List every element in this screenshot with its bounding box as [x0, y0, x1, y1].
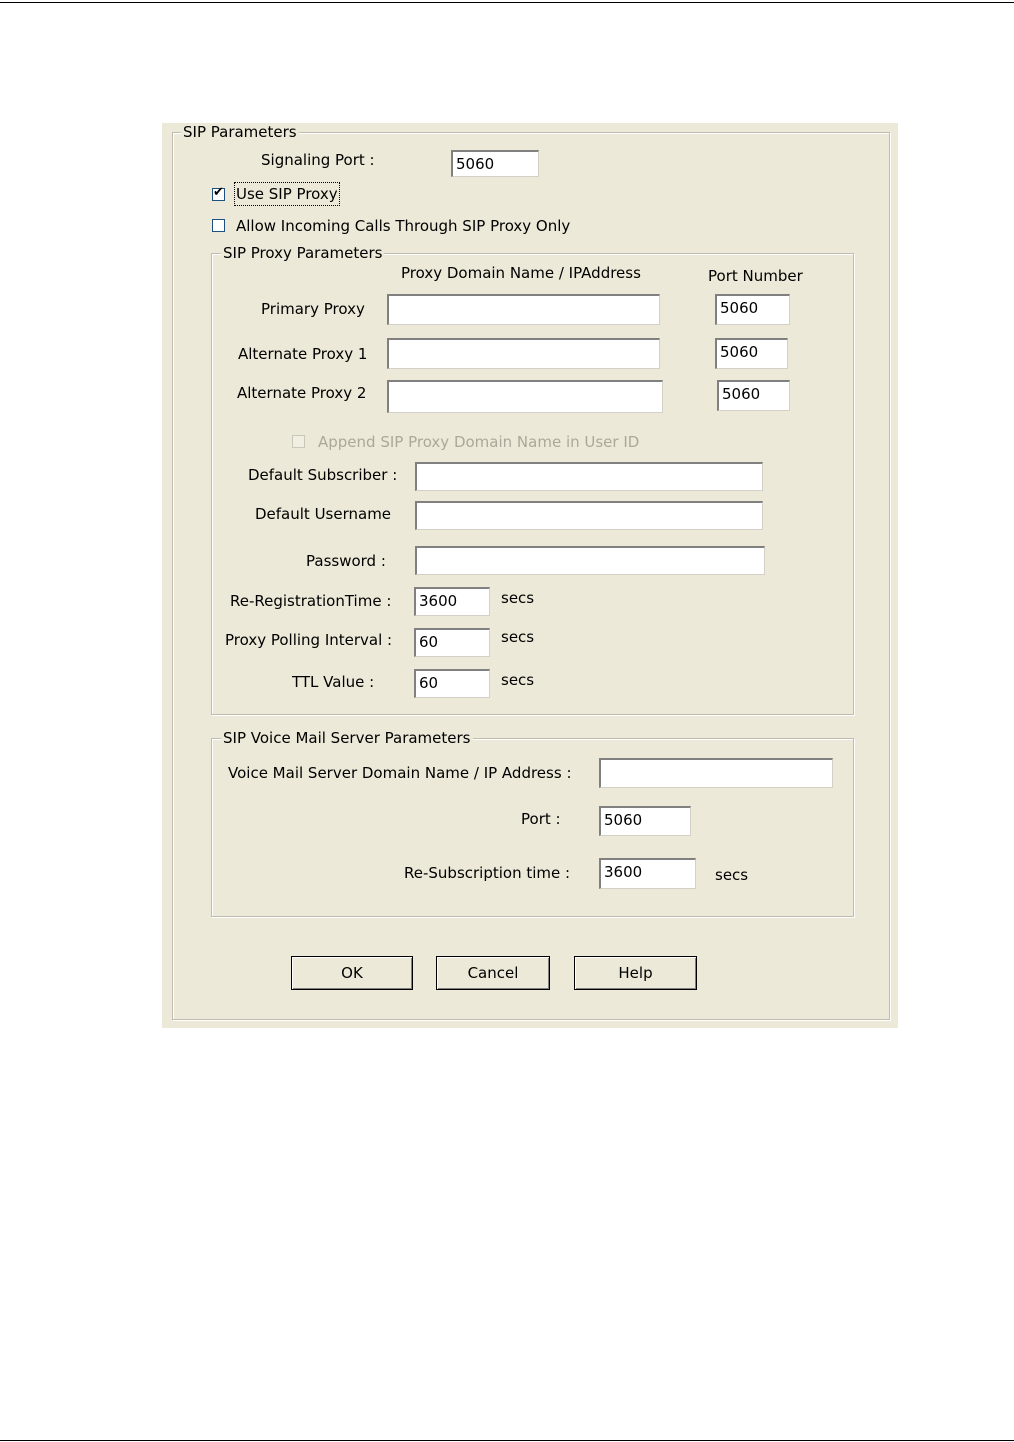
use-sip-proxy-checkbox[interactable]: [212, 188, 225, 201]
proxy-polling-unit: secs: [501, 628, 535, 646]
port-number-column-header: Port Number: [708, 267, 803, 285]
alternate-proxy-1-port-input[interactable]: 5060: [715, 338, 788, 369]
ok-button[interactable]: [291, 956, 413, 990]
proxy-polling-interval-label: Proxy Polling Interval :: [225, 631, 393, 649]
ok-button-label: OK: [341, 964, 363, 982]
sip-settings-dialog: [162, 123, 898, 1028]
voicemail-domain-input[interactable]: [599, 758, 833, 788]
alternate-proxy-2-domain-input[interactable]: [387, 380, 663, 413]
password-input[interactable]: [415, 546, 765, 575]
proxy-domain-column-header: Proxy Domain Name / IPAddress: [401, 264, 641, 282]
primary-proxy-port-input[interactable]: 5060: [715, 294, 790, 325]
voicemail-port-label: Port :: [521, 810, 561, 828]
reregistration-unit: secs: [501, 589, 535, 607]
resubscription-time-input[interactable]: 3600: [599, 858, 696, 889]
allow-incoming-label[interactable]: Allow Incoming Calls Through SIP Proxy Only: [236, 217, 571, 235]
password-label: Password :: [306, 552, 386, 570]
help-button-label: Help: [618, 964, 653, 982]
ttl-value-label: TTL Value :: [292, 673, 375, 691]
ttl-unit: secs: [501, 671, 535, 689]
primary-proxy-label: Primary Proxy: [261, 300, 365, 318]
top-page-rule: [0, 2, 1014, 3]
reregistration-time-input[interactable]: 3600: [414, 587, 490, 616]
append-domain-label: Append SIP Proxy Domain Name in User ID: [318, 433, 640, 451]
proxy-polling-interval-input[interactable]: 60: [414, 628, 490, 657]
voicemail-server-legend: SIP Voice Mail Server Parameters: [223, 729, 471, 747]
resubscription-unit: secs: [715, 866, 749, 884]
voicemail-domain-label: Voice Mail Server Domain Name / IP Address :: [228, 764, 572, 782]
alternate-proxy-2-label: Alternate Proxy 2: [237, 384, 367, 402]
cancel-button[interactable]: [436, 956, 550, 990]
resubscription-time-label: Re-Subscription time :: [404, 864, 571, 882]
default-subscriber-label: Default Subscriber :: [248, 466, 398, 484]
alternate-proxy-1-label: Alternate Proxy 1: [238, 345, 368, 363]
use-sip-proxy-label[interactable]: Use SIP Proxy: [236, 185, 338, 203]
default-username-input[interactable]: [415, 501, 763, 530]
bottom-page-rule: [0, 1440, 1014, 1441]
cancel-button-label: Cancel: [467, 964, 519, 982]
append-domain-checkbox[interactable]: [292, 435, 305, 448]
sip-proxy-parameters-legend: SIP Proxy Parameters: [223, 244, 383, 262]
voicemail-port-input[interactable]: 5060: [599, 806, 691, 836]
primary-proxy-domain-input[interactable]: [387, 294, 660, 325]
alternate-proxy-1-domain-input[interactable]: [387, 338, 660, 369]
default-subscriber-input[interactable]: [415, 462, 763, 491]
default-username-label: Default Username: [255, 505, 392, 523]
signaling-port-label: Signaling Port :: [261, 151, 375, 169]
signaling-port-input[interactable]: 5060: [451, 150, 539, 177]
allow-incoming-checkbox[interactable]: [212, 219, 225, 232]
reregistration-time-label: Re-RegistrationTime :: [230, 592, 392, 610]
alternate-proxy-2-port-input[interactable]: 5060: [717, 380, 790, 411]
sip-parameters-legend: SIP Parameters: [183, 123, 297, 141]
ttl-value-input[interactable]: 60: [414, 669, 490, 698]
help-button[interactable]: [574, 956, 697, 990]
